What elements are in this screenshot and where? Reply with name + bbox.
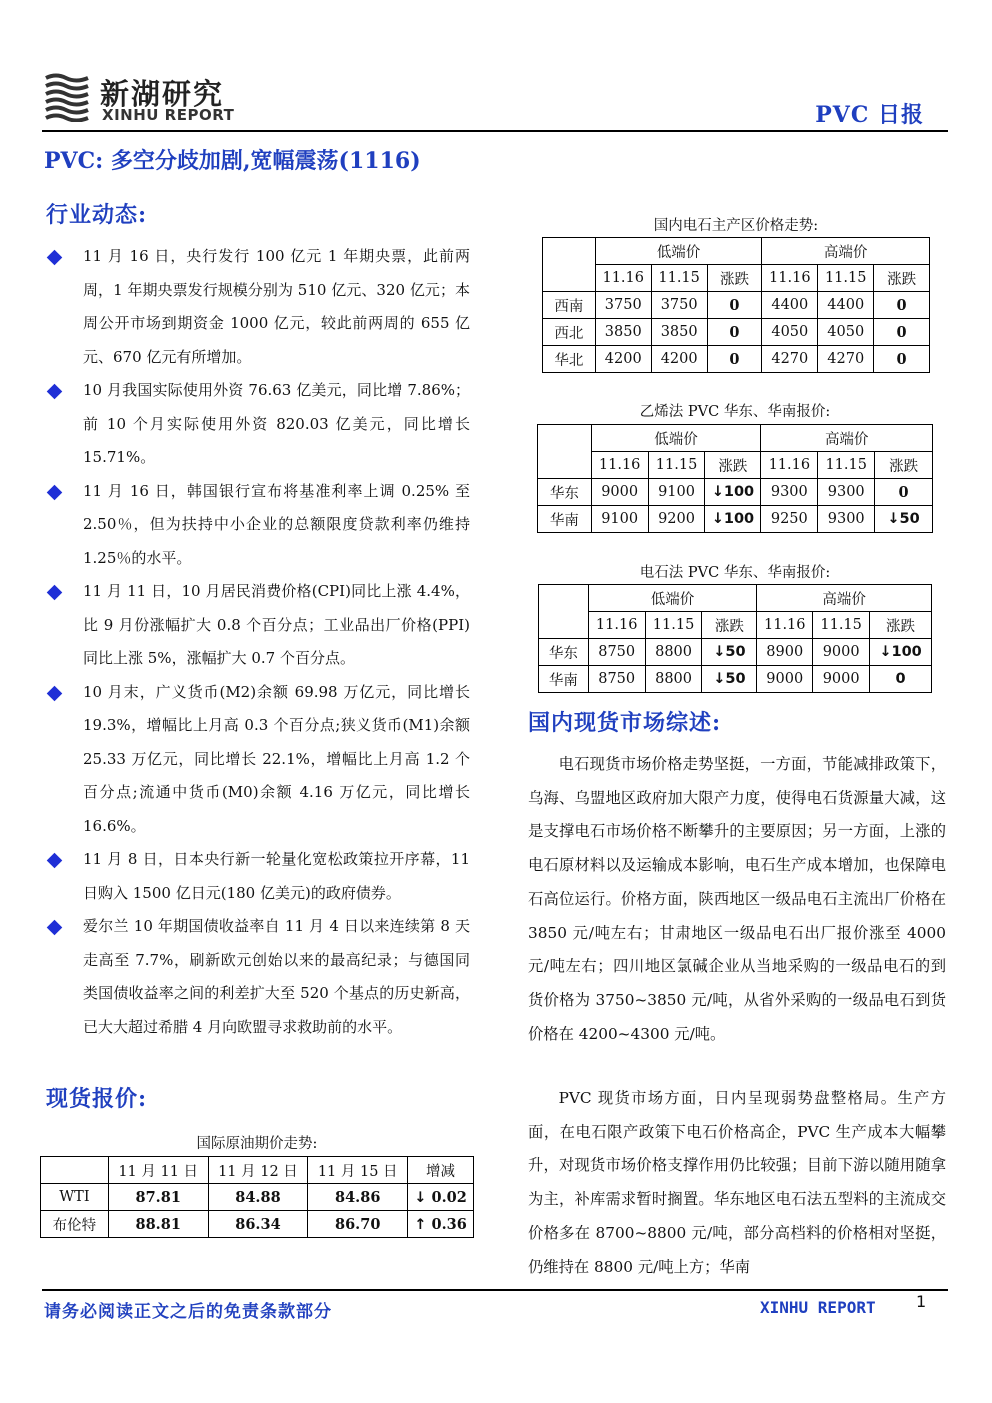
table-header-cell: 高端价 xyxy=(762,238,930,265)
carbide-table-caption: 国内电石主产区价格走势: xyxy=(653,218,819,234)
list-item: 10 月我国实际使用外资 76.63 亿美元，同比增 7.86%；前 10 个月实际使用外资 820.03 亿美元，同比增长 15.71%。 xyxy=(46,374,470,475)
report-type: PVC 日报 xyxy=(815,102,924,128)
list-item: 11 月 16 日，央行发行 100 亿元 1 年期央票，此前两周，1 年期央票发行规模分别为 510 亿元、320 亿元；本周公开市场到期资金 1000 亿元，较此前两周的 655 亿元、670 亿元有所增加。 xyxy=(46,240,470,374)
table-header-cell: 低端价 xyxy=(595,238,762,265)
ethylene-pvc-table: 低端价 高端价 11.16 11.15 涨跌 11.16 11.15 涨跌 华东 9000 9100 ↓100 9300 9300 0 华南 9100 9200 ↓100 9250 9300 ↓50 xyxy=(537,424,933,533)
down-arrow-icon: ↓ xyxy=(414,1189,427,1206)
list-item: 11 月 16 日，韩国银行宣布将基准利率上调 0.25% 至 2.50％，但为扶持中小企业的总额限度贷款利率仍维持 1.25％的水平。 xyxy=(46,475,470,576)
list-item: 爱尔兰 10 年期国债收益率自 11 月 4 日以来连续第 8 天走高至 7.7%，刷新欧元创始以来的最高纪录；与德国同类国债收益率之间的利差扩大至 520 个基点的历史新高，已大大超过希腊 4 月向欧盟寻求救助前的水平。 xyxy=(46,910,470,1044)
market-paragraph-pvc: PVC 现货市场方面，日内呈现弱势盘整格局。生产方面，在电石限产政策下电石价格高企，PVC 生产成本大幅攀升，对现货市场价格支撑作用仍比较强；目前下游以随用随拿为主，补库需求暂时搁置。华东地区电石法五型料的主流成交价格多在 8700~8800 元/吨，部分高档料的价格相对坚挺，仍维持在 8800 元/吨上方；华南 xyxy=(528,1089,946,1276)
footer-brand: XINHU REPORT xyxy=(760,1298,876,1317)
diamond-bullet-icon xyxy=(47,585,63,601)
table-row: 华东 9000 9100 ↓100 9300 9300 0 xyxy=(538,479,933,506)
diamond-bullet-icon xyxy=(47,484,63,500)
table-header-cell: 11 月 11 日 xyxy=(108,1157,208,1184)
section-title-spot: 现货报价: xyxy=(46,1086,148,1112)
table-row: 西北 3850 3850 0 4050 4050 0 xyxy=(543,319,930,346)
list-item: 11 月 8 日，日本央行新一轮量化宽松政策拉开序幕，11 日购入 1500 亿日元(180 亿美元)的政府债券。 xyxy=(46,843,470,910)
table-row: 华东 8750 8800 ↓50 8900 9000 ↓100 xyxy=(539,639,932,666)
diamond-bullet-icon xyxy=(47,384,63,400)
table-header-cell: 低端价 xyxy=(588,585,757,612)
market-paragraph-carbide: 电石现货市场价格走势坚挺，一方面，节能减排政策下，乌海、乌盟地区政府加大限产力度，使得电石货源量大减，这是支撑电石市场价格不断攀升的主要原因；另一方面，上涨的电石原材料以及运输成本影响，电石生产成本增加，也保障电石高位运行。价格方面，陕西地区一级品电石主流出厂价格在 3850 元/吨左右；甘肃地区一级品电石出厂报价涨至 4000 元/吨左右；四川地区氯碱企业从当地采购的一级品电石的到货价格为 3750~3850 元/吨，从省外采购的一级品电石到货价格在 4200~4300 元/吨。 xyxy=(528,755,946,1043)
logo-chinese-text: 新湖研究 xyxy=(100,77,225,111)
xinhu-wave-logo-icon xyxy=(44,72,90,122)
diamond-bullet-icon xyxy=(47,685,63,701)
table-header-cell: 11 月 15 日 xyxy=(308,1157,408,1184)
ethylene-table-caption: 乙烯法 PVC 华东、华南报价: xyxy=(639,404,831,420)
oil-table-caption: 国际原油期价走势: xyxy=(196,1136,318,1152)
logo-english-text: XINHU REPORT xyxy=(102,106,235,124)
footer-divider xyxy=(42,1289,948,1291)
table-header-cell: 低端价 xyxy=(591,425,761,452)
oil-price-table xyxy=(40,1156,474,1238)
table-row: 西南 3750 3750 0 4400 4400 0 xyxy=(543,292,930,319)
table-header-cell: 高端价 xyxy=(757,585,932,612)
page-number: 1 xyxy=(916,1292,927,1311)
table-row: WTI 87.81 84.88 84.86 ↓ 0.02 xyxy=(41,1184,474,1211)
company-logo xyxy=(44,70,254,126)
industry-bullet-list xyxy=(46,240,470,1044)
table-header-cell: 增减 xyxy=(408,1157,474,1184)
table-header-cell: 11 月 12 日 xyxy=(208,1157,308,1184)
table-row: 布伦特 88.81 86.34 86.70 ↑ 0.36 xyxy=(41,1211,474,1238)
carbide-pvc-table-caption: 电石法 PVC 华东、华南报价: xyxy=(639,565,831,581)
diamond-bullet-icon xyxy=(47,250,63,266)
disclaimer-notice: 请务必阅读正文之后的免责条款部分 xyxy=(44,1302,332,1322)
table-header-cell xyxy=(41,1157,109,1184)
table-row: 华北 4200 4200 0 4270 4270 0 xyxy=(543,346,930,373)
list-item: 11 月 11 日，10 月居民消费价格(CPI)同比上涨 4.4%，比 9 月份涨幅扩大 0.8 个百分点；工业品出厂价格(PPI)同比上涨 5%，涨幅扩大 0.7 个百分点。 xyxy=(46,575,470,676)
diamond-bullet-icon xyxy=(47,920,63,936)
table-header-cell: 高端价 xyxy=(761,425,933,452)
list-item: 10 月末，广义货币(M2)余额 69.98 万亿元，同比增长19.3%，增幅比上月高 0.3 个百分点;狭义货币(M1)余额 25.33 万亿元，同比增长 22.1%，增幅比上月高 1.2 个百分点;流通中货币(M0)余额 4.16 万亿元，同比增长 16.6%。 xyxy=(46,676,470,844)
carbide-pvc-table: 低端价 高端价 11.16 11.15 涨跌 11.16 11.15 涨跌 华东 8750 8800 ↓50 8900 9000 ↓100 华南 8750 8800 ↓50 9000 9000 0 xyxy=(538,584,932,693)
carbide-price-table: 低端价 高端价 11.16 11.15 涨跌 11.16 11.15 涨跌 西南 3750 3750 0 4400 4400 0 西北 3850 3850 0 4050 4050 0 华北 4200 4200 0 4270 4270 0 xyxy=(542,237,930,373)
section-title-market: 国内现货市场综述: xyxy=(528,710,722,736)
page-title: PVC: 多空分歧加剧,宽幅震荡(1116) xyxy=(44,148,421,174)
up-arrow-icon: ↑ xyxy=(414,1216,427,1233)
diamond-bullet-icon xyxy=(47,853,63,869)
header-divider xyxy=(42,130,948,132)
table-row: 华南 8750 8800 ↓50 9000 9000 0 xyxy=(539,666,932,693)
section-title-industry: 行业动态: xyxy=(46,202,148,228)
table-row: 华南 9100 9200 ↓100 9250 9300 ↓50 xyxy=(538,506,933,533)
